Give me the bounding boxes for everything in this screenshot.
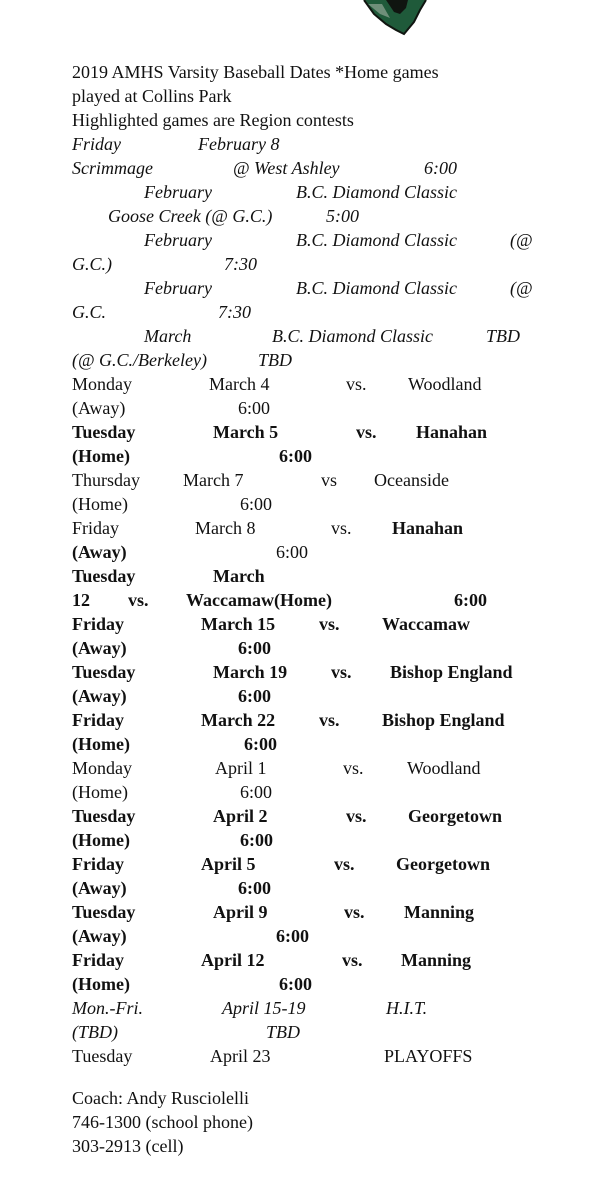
event-name: B.C. Diamond Classic (296, 278, 458, 298)
game-date: April 9 (213, 902, 268, 922)
scrimmage-row-line-2 (0, 156, 608, 180)
game-date: April 1 (215, 758, 267, 778)
game-row-oceanside-line-2 (0, 492, 608, 516)
event-type: Scrimmage (72, 158, 153, 178)
playoffs-row (0, 1044, 608, 1068)
game-row-hanahan-away-line-2 (0, 540, 608, 564)
game-site: (Away) (72, 878, 127, 898)
classic-row-1-line-1 (0, 180, 608, 204)
game-opponent: Hanahan (416, 422, 488, 442)
game-row-woodland-line-1 (0, 372, 608, 396)
game-vs: vs. (319, 614, 340, 634)
game-opponent: Waccamaw(Home) (186, 590, 332, 610)
game-row-oceanside-line-1 (0, 468, 608, 492)
game-date: March 5 (213, 422, 279, 442)
game-opponent: Hanahan (392, 518, 464, 538)
playoffs-date: April 23 (210, 1046, 271, 1066)
game-time: 6:00 (238, 398, 271, 418)
game-row-bishop-england-home-line-1 (0, 708, 608, 732)
game-opponent: Waccamaw (382, 614, 470, 634)
game-vs: vs. (343, 758, 364, 778)
game-date: March 7 (183, 470, 244, 490)
game-site: (Away) (72, 926, 127, 946)
game-row-woodland-line-2 (0, 396, 608, 420)
game-date: April 5 (201, 854, 256, 874)
event-day: Friday (72, 134, 121, 154)
event-location-end: G.C.) (72, 254, 112, 274)
game-day: Tuesday (72, 422, 136, 442)
game-row-manning-away-line-2 (0, 924, 608, 948)
game-opponent: Bishop England (390, 662, 513, 682)
game-time: 6:00 (240, 782, 273, 802)
game-day: Thursday (72, 470, 140, 490)
hit-day: Mon.-Fri. (72, 998, 143, 1018)
game-day: Friday (72, 614, 124, 634)
event-location-end: G.C. (72, 302, 107, 322)
game-time: 6:00 (276, 926, 309, 946)
game-site: (Away) (72, 686, 127, 706)
game-row-waccamaw-home-line-1 (0, 564, 608, 588)
game-vs: vs. (356, 422, 377, 442)
game-time: 6:00 (279, 974, 312, 994)
game-row-georgetown-away-line-2 (0, 876, 608, 900)
game-date: April 12 (201, 950, 265, 970)
classic-row-4-line-2 (0, 348, 608, 372)
hit-time: TBD (266, 1022, 301, 1042)
game-opponent: Oceanside (374, 470, 449, 490)
event-date: February (144, 278, 212, 298)
coach-name: Coach: Andy Rusciolelli (72, 1088, 249, 1108)
event-name: B.C. Diamond Classic (272, 326, 434, 346)
game-site: (Home) (72, 494, 128, 514)
hit-row-line-1 (0, 996, 608, 1020)
game-row-hanahan-line-2 (0, 444, 608, 468)
game-vs: vs. (342, 950, 363, 970)
event-location-start: (@ (510, 278, 533, 298)
game-time: 6:00 (279, 446, 312, 466)
cell-phone: 303-2913 (cell) (72, 1136, 184, 1156)
region-note: Highlighted games are Region contests (72, 110, 354, 130)
game-vs: vs. (319, 710, 340, 730)
coach-line (0, 1086, 608, 1110)
scrimmage-row-line-1 (0, 132, 608, 156)
header-line-3 (0, 108, 608, 132)
event-date: March (144, 326, 192, 346)
game-row-georgetown-away-line-1 (0, 852, 608, 876)
schedule-title: 2019 AMHS Varsity Baseball Dates *Home games (72, 62, 439, 82)
game-day: Friday (72, 518, 119, 538)
game-opponent: Manning (404, 902, 475, 922)
hit-row-line-2 (0, 1020, 608, 1044)
event-time-secondary: TBD (258, 350, 293, 370)
game-row-hanahan-line-1 (0, 420, 608, 444)
event-opponent: @ West Ashley (233, 158, 340, 178)
home-field-note: played at Collins Park (72, 86, 232, 106)
header-line-2 (0, 84, 608, 108)
game-site: (Home) (72, 446, 130, 466)
game-time: 6:00 (238, 638, 271, 658)
game-date: March 19 (213, 662, 288, 682)
game-time: 6:00 (276, 542, 309, 562)
game-date: March 15 (201, 614, 276, 634)
event-location: (@ G.C./Berkeley) (72, 350, 207, 370)
game-day: Friday (72, 710, 124, 730)
game-row-bishop-england-away-line-2 (0, 684, 608, 708)
game-opponent: Manning (401, 950, 472, 970)
game-day: Tuesday (72, 902, 136, 922)
game-row-waccamaw-away-line-1 (0, 612, 608, 636)
game-site: (Away) (72, 542, 127, 562)
event-name: B.C. Diamond Classic (296, 230, 458, 250)
game-row-waccamaw-away-line-2 (0, 636, 608, 660)
game-time: 6:00 (240, 830, 273, 850)
hit-date: April 15-19 (222, 998, 306, 1018)
game-vs: vs. (334, 854, 355, 874)
game-row-woodland-home-line-2 (0, 780, 608, 804)
game-opponent: Georgetown (396, 854, 490, 874)
classic-row-3-line-1 (0, 276, 608, 300)
game-row-manning-home-line-2 (0, 972, 608, 996)
event-date: February (144, 182, 212, 202)
hit-event: H.I.T. (386, 998, 428, 1018)
game-day: Tuesday (72, 566, 136, 586)
classic-row-2-line-2 (0, 252, 608, 276)
school-phone-line (0, 1110, 608, 1134)
game-row-waccamaw-home-line-2 (0, 588, 608, 612)
game-day: Friday (72, 950, 124, 970)
game-date: March 22 (201, 710, 276, 730)
game-time: 6:00 (238, 686, 271, 706)
game-date: March (213, 566, 265, 586)
classic-row-3-line-2 (0, 300, 608, 324)
game-site: (Home) (72, 734, 130, 754)
game-day: Friday (72, 854, 124, 874)
game-vs: vs. (128, 590, 149, 610)
classic-row-2-line-1 (0, 228, 608, 252)
game-row-georgetown-home-line-1 (0, 804, 608, 828)
game-vs: vs (321, 470, 338, 490)
cell-phone-line (0, 1134, 608, 1158)
game-row-hanahan-away-line-1 (0, 516, 608, 540)
game-row-manning-home-line-1 (0, 948, 608, 972)
event-date: February 8 (198, 134, 280, 154)
event-location: Goose Creek (@ G.C.) (108, 206, 273, 226)
game-vs: vs. (344, 902, 365, 922)
event-time: 5:00 (326, 206, 359, 226)
game-time: 6:00 (240, 494, 273, 514)
game-opponent: Woodland (407, 758, 481, 778)
game-vs: vs. (331, 518, 352, 538)
event-time: TBD (486, 326, 521, 346)
game-day: Tuesday (72, 806, 136, 826)
school-phone: 746-1300 (school phone) (72, 1112, 253, 1132)
game-row-bishop-england-home-line-2 (0, 732, 608, 756)
header-line-1 (0, 60, 608, 84)
game-site: (Away) (72, 398, 126, 418)
game-opponent: Georgetown (408, 806, 502, 826)
school-mascot-logo (356, 0, 446, 40)
game-day: Tuesday (72, 662, 136, 682)
game-vs: vs. (346, 374, 367, 394)
game-row-bishop-england-away-line-1 (0, 660, 608, 684)
playoffs-label: PLAYOFFS (384, 1046, 473, 1066)
game-time: 6:00 (238, 878, 271, 898)
game-vs: vs. (346, 806, 367, 826)
game-date: March 8 (195, 518, 256, 538)
game-row-woodland-home-line-1 (0, 756, 608, 780)
event-time: 7:30 (218, 302, 251, 322)
game-site: (Home) (72, 830, 130, 850)
game-opponent: Woodland (408, 374, 482, 394)
playoffs-day: Tuesday (72, 1046, 133, 1066)
game-site: (Home) (72, 782, 128, 802)
event-date: February (144, 230, 212, 250)
game-vs: vs. (331, 662, 352, 682)
event-time: 6:00 (424, 158, 457, 178)
event-location-start: (@ (510, 230, 533, 250)
game-date: March 4 (209, 374, 270, 394)
game-time: 6:00 (244, 734, 277, 754)
game-date: April 2 (213, 806, 268, 826)
classic-row-1-line-2 (0, 204, 608, 228)
classic-row-4-line-1 (0, 324, 608, 348)
game-day: Monday (72, 374, 132, 394)
game-site: (Home) (72, 974, 130, 994)
game-site: (Away) (72, 638, 127, 658)
game-date-continued: 12 (72, 590, 90, 610)
game-day: Monday (72, 758, 132, 778)
game-opponent: Bishop England (382, 710, 505, 730)
event-time: 7:30 (224, 254, 257, 274)
game-row-georgetown-home-line-2 (0, 828, 608, 852)
hit-site: (TBD) (72, 1022, 118, 1042)
game-time: 6:00 (454, 590, 487, 610)
event-name: B.C. Diamond Classic (296, 182, 458, 202)
game-row-manning-away-line-1 (0, 900, 608, 924)
